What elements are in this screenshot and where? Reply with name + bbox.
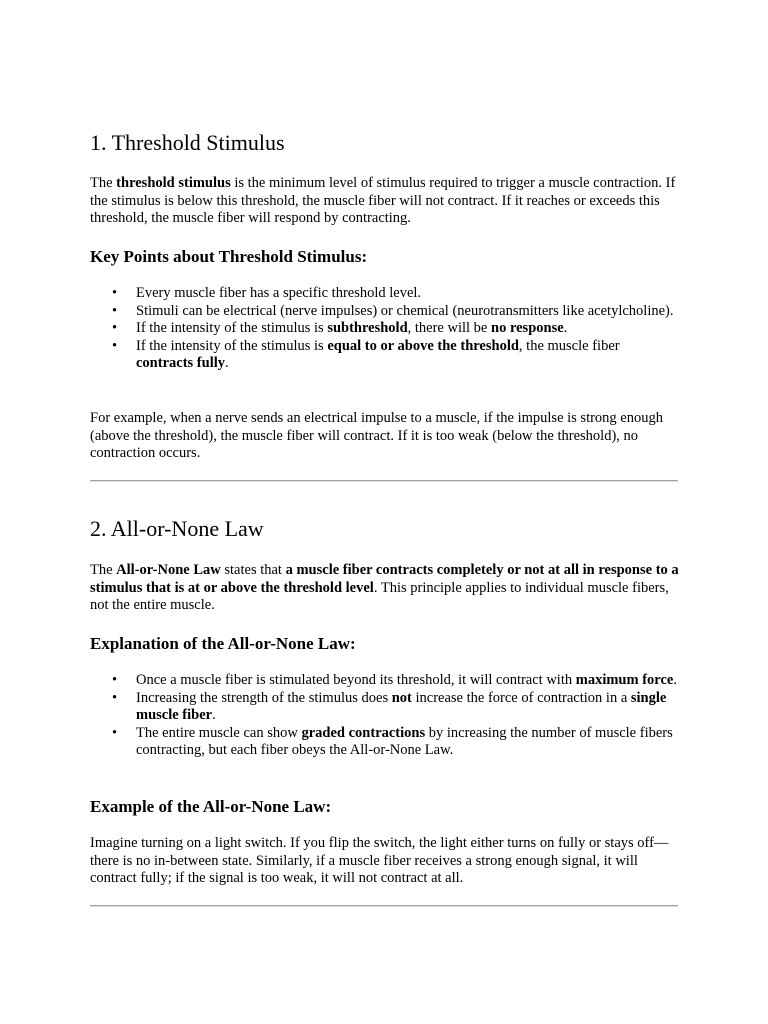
text-run: Stimuli can be electrical (nerve impulses) or chemical (neurotransmitters like acetylcholine). <box>136 302 674 319</box>
text-run: The <box>90 175 117 191</box>
bold-term: All-or-None Law <box>116 562 221 578</box>
list-item <box>90 338 680 373</box>
text-run: Every muscle fiber has a specific threshold level. <box>136 285 422 301</box>
bold-term: graded contractions <box>301 724 426 741</box>
bold-term: contracts fully <box>136 355 225 372</box>
text-run: If the intensity of the stimulus is <box>136 320 328 337</box>
list-item <box>90 303 680 321</box>
section-heading-threshold-stimulus: 1. Threshold Stimulus <box>90 130 285 155</box>
text-run: states that <box>220 562 286 578</box>
text-run: . <box>673 672 677 688</box>
all-or-none-intro-paragraph <box>90 562 680 615</box>
bold-term: a muscle fiber contracts completely or not at all in response to a stimulus that is at or above the threshold level <box>90 562 679 596</box>
list-item <box>90 285 680 303</box>
text-run: by increasing the number of muscle fibers contracting, but each fiber obeys the All-or-None Law. <box>136 724 673 759</box>
text-run: The entire muscle can show <box>136 724 302 741</box>
threshold-example-paragraph: For example, when a nerve sends an electrical impulse to a muscle, if the impulse is strong enough (above the threshold), the muscle fiber will contract. If it is too weak (below the threshold), no contraction occurs. <box>90 410 663 462</box>
bold-term: subthreshold <box>327 320 408 337</box>
explanation-list <box>90 672 680 760</box>
text-run: . <box>225 355 229 372</box>
bold-term: single muscle fiber <box>136 689 667 724</box>
threshold-intro-paragraph <box>90 175 680 228</box>
text-run: is the minimum level of stimulus required to trigger a muscle contraction. If the stimulus is below this threshold, the muscle fiber will not contract. If it reaches or exceeds this threshold, the muscle fiber will respond by contracting. <box>90 175 676 227</box>
list-item <box>90 672 680 690</box>
subheading-key-points: Key Points about Threshold Stimulus: <box>90 247 368 266</box>
section-divider <box>90 905 678 907</box>
subheading-example: Example of the All-or-None Law: <box>90 797 332 816</box>
section-divider <box>90 480 678 482</box>
bold-term: no response <box>491 320 564 337</box>
text-run: The <box>90 562 117 578</box>
all-or-none-example-paragraph: Imagine turning on a light switch. If you flip the switch, the light either turns on fully or stays off—there is no in-between state. Similarly, if a muscle fiber receives a strong enough signal, it will contract fully; if the signal is too weak, it will not contract at all. <box>90 835 669 887</box>
bold-term: equal to or above the threshold <box>327 337 519 354</box>
text-run: . <box>563 320 568 337</box>
text-run: , there will be <box>407 320 491 337</box>
bold-term: not <box>391 689 412 706</box>
list-item <box>90 320 680 338</box>
text-run: If the intensity of the stimulus is <box>136 337 328 354</box>
text-run: . This principle applies to individual muscle fibers, not the entire muscle. <box>90 579 669 614</box>
list-item <box>90 725 680 760</box>
text-run: Increasing the strength of the stimulus does <box>136 689 392 706</box>
text-run: . <box>212 707 216 724</box>
text-run: , the muscle fiber <box>518 337 620 354</box>
subheading-explanation: Explanation of the All-or-None Law: <box>90 634 356 653</box>
text-run: Once a muscle fiber is stimulated beyond its threshold, it will contract with <box>136 672 576 688</box>
text-run: increase the force of contraction in a <box>411 689 631 706</box>
key-points-list <box>90 285 680 373</box>
section-heading-all-or-none-law: 2. All-or-None Law <box>90 516 264 541</box>
list-item <box>90 690 680 725</box>
bold-term: threshold stimulus <box>116 175 231 191</box>
bold-term: maximum force <box>575 672 674 688</box>
